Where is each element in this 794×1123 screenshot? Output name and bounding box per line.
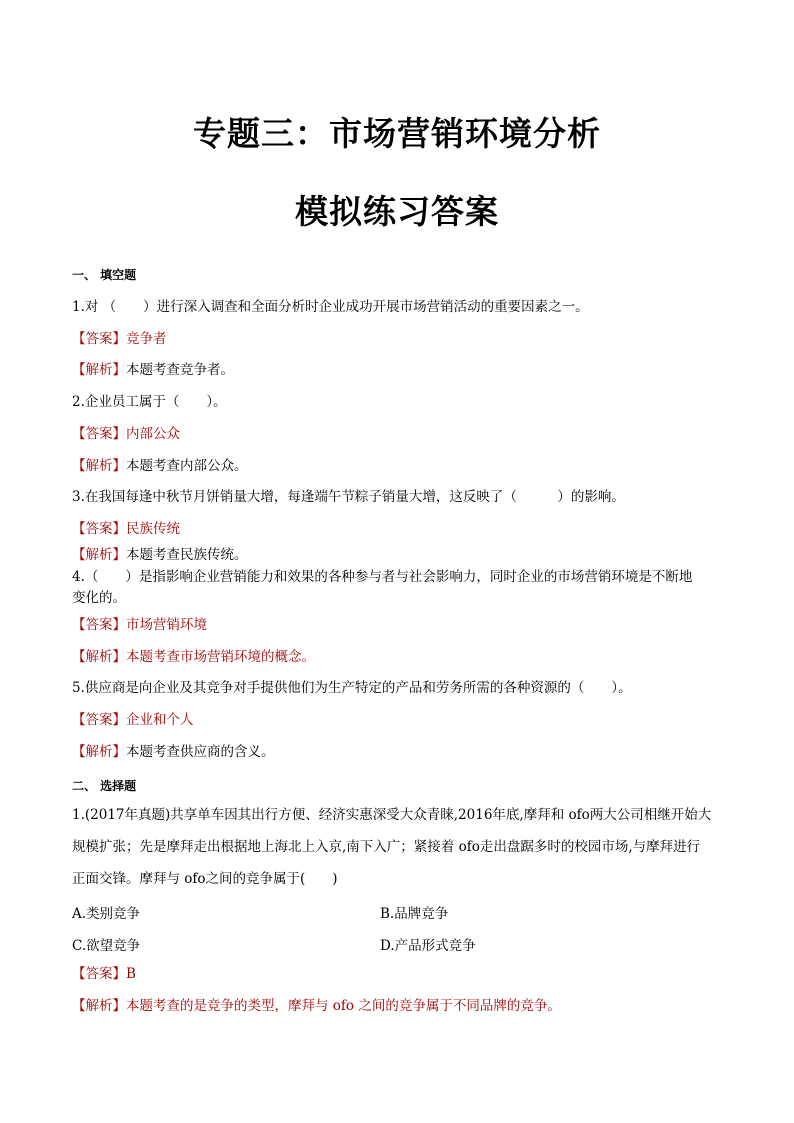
analysis-text: 本题考查供应商的含义。 <box>126 744 275 760</box>
option-c: C.欲望竞争 <box>72 938 141 954</box>
answer-4 <box>72 615 207 635</box>
question-3: 3.在我国每逢中秋节月饼销量大增，每逢端午节粽子销量大增，这反映了（ ）的影响。 <box>72 489 625 505</box>
analysis-tag: 【解析】 <box>72 998 126 1014</box>
mc-question-line-3: 正面交锋。摩拜与 ofo之间的竞争属于( ) <box>72 871 338 887</box>
mc-analysis <box>72 996 561 1016</box>
mc-question-line-1: 1.(2017年真题)共享单车因其出行方便、经济实惠深受大众青睐,2016年底,摩拜和 ofo两大公司相继开始大 <box>72 807 712 823</box>
analysis-tag: 【解析】 <box>72 362 126 378</box>
analysis-5 <box>72 742 275 762</box>
analysis-tag: 【解析】 <box>72 744 126 760</box>
analysis-3 <box>72 545 248 565</box>
answer-text: 民族传统 <box>126 521 180 537</box>
question-2: 2.企业员工属于（ ）。 <box>72 394 227 410</box>
question-4-line-2: 变化的。 <box>72 590 126 606</box>
answer-tag: 【答案】 <box>72 712 126 728</box>
answer-tag: 【答案】 <box>72 426 126 442</box>
option-a: A.类别竞争 <box>72 906 141 922</box>
answer-text: 竞争者 <box>126 331 167 347</box>
page-subtitle: 模拟练习答案 <box>295 192 499 231</box>
analysis-tag: 【解析】 <box>72 458 126 474</box>
answer-tag: 【答案】 <box>72 966 126 982</box>
answer-text: 市场营销环境 <box>126 617 207 633</box>
question-5: 5.供应商是向企业及其竞争对手提供他们为生产特定的产品和劳务所需的各种资源的（ ）。 <box>72 680 632 696</box>
section-heading-fill-blank: 一、 填空题 <box>72 268 137 282</box>
section-heading-multiple-choice: 二、 选择题 <box>72 779 137 793</box>
analysis-2 <box>72 456 248 476</box>
analysis-text: 本题考查市场营销环境的概念。 <box>126 649 315 665</box>
answer-5 <box>72 710 194 730</box>
answer-text: 企业和个人 <box>126 712 194 728</box>
analysis-text: 本题考查民族传统。 <box>126 547 248 563</box>
analysis-text: 本题考查内部公众。 <box>126 458 248 474</box>
analysis-tag: 【解析】 <box>72 649 126 665</box>
mc-answer <box>72 964 136 984</box>
answer-text: 内部公众 <box>126 426 180 442</box>
analysis-4 <box>72 647 315 667</box>
analysis-1 <box>72 360 234 380</box>
analysis-text: 本题考查竞争者。 <box>126 362 234 378</box>
option-d: D.产品形式竞争 <box>380 938 476 954</box>
question-4-line-1: 4.（ ）是指影响企业营销能力和效果的各种参与者与社会影响力，同时企业的市场营销环境是不断地 <box>72 569 693 585</box>
option-b: B.品牌竞争 <box>380 906 449 922</box>
page-title: 专题三：市场营销环境分析 <box>193 114 601 153</box>
answer-tag: 【答案】 <box>72 617 126 633</box>
answer-text: B <box>126 966 136 982</box>
answer-2 <box>72 424 180 444</box>
analysis-text: 本题考查的是竞争的类型，摩拜与 ofo 之间的竞争属于不同品牌的竞争。 <box>126 998 561 1014</box>
answer-tag: 【答案】 <box>72 331 126 347</box>
answer-3 <box>72 519 180 539</box>
analysis-tag: 【解析】 <box>72 547 126 563</box>
mc-question-line-2: 规模扩张；先是摩拜走出根据地上海北上入京,南下入广；紧接着 ofo走出盘踞多时的校园市场,与摩拜进行 <box>72 839 701 855</box>
question-1: 1.对 （ ）进行深入调查和全面分析时企业成功开展市场营销活动的重要因素之一。 <box>72 299 589 315</box>
answer-tag: 【答案】 <box>72 521 126 537</box>
answer-1 <box>72 329 167 349</box>
